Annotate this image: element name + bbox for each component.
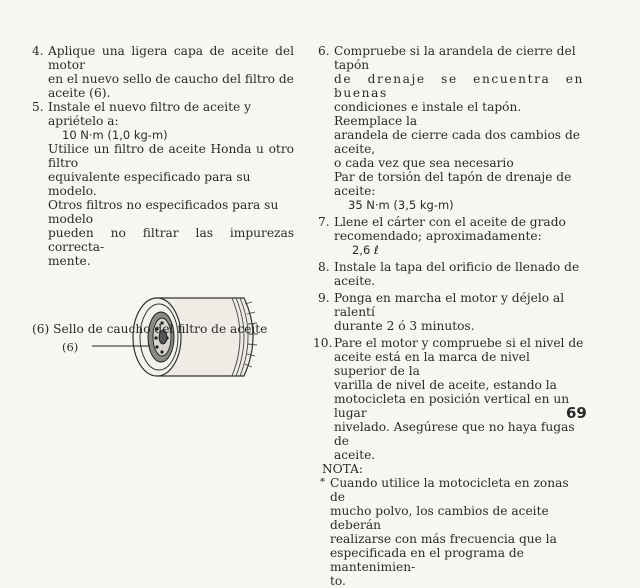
torque-spec: 35 N·m (3,5 kg-m) — [348, 198, 454, 212]
left-column — [32, 44, 294, 416]
step-text-line: de drenaje se encuentra en buenas — [334, 72, 584, 100]
step-number: 10. — [313, 336, 333, 350]
step-text-line: condiciones e instale el tapón. Reemplace la — [334, 100, 522, 128]
step-9 — [318, 291, 584, 333]
step-8 — [318, 260, 584, 288]
step-4 — [32, 44, 294, 100]
asterisk-icon: * — [320, 477, 325, 488]
step-text-line: Aplique una ligera capa de aceite del motor — [48, 44, 294, 72]
oil-filter-figure — [32, 276, 294, 416]
step-text-line: arandela de cierre cada dos cambios de aceite, — [334, 128, 580, 156]
step-text-line: Llene el cárter con el aceite de grado — [334, 215, 566, 229]
step-text-line: aceite. — [334, 448, 376, 462]
note-text-line: mucho polvo, los cambios de aceite deberán — [330, 504, 549, 532]
step-text-line: Pare el motor y compruebe si el nivel de — [334, 336, 584, 350]
step-5 — [32, 100, 294, 268]
note-text-line: to. — [330, 574, 346, 588]
step-text-line: varilla de nivel de aceite, estando la — [334, 378, 557, 392]
step-text-line: Utilice un filtro de aceite Honda u otro filtro — [48, 142, 294, 170]
step-text-line: Instale el nuevo filtro de aceite y apriételo a: — [48, 100, 251, 128]
step-number: 9. — [318, 291, 330, 305]
step-text-line: pueden no filtrar las impurezas correcta- — [48, 226, 294, 254]
step-text-line: aceite (6). — [48, 86, 111, 100]
step-text-line: aceite está en la marca de nivel superior de la — [334, 350, 530, 378]
figure-caption: (6) Sello de caucho del filtro de aceite — [32, 322, 268, 336]
step-number: 7. — [318, 215, 330, 229]
step-text-line: Ponga en marcha el motor y déjelo al ralentí — [334, 291, 565, 319]
torque-spec: 10 N·m (1,0 kg-m) — [62, 128, 168, 142]
step-10 — [313, 336, 584, 462]
step-text-line: motocicleta en posición vertical en un lugar — [334, 392, 570, 420]
step-number: 6. — [318, 44, 330, 58]
note-item — [318, 476, 584, 588]
oil-capacity-spec: 2,6 ℓ — [352, 243, 379, 257]
step-text-line: recomendado; aproximadamente: — [334, 229, 542, 243]
step-text-line: en el nuevo sello de caucho del filtro de — [48, 72, 294, 86]
step-number: 5. — [32, 100, 44, 114]
step-text-line: Compruebe si la arandela de cierre del tapón — [334, 44, 576, 72]
right-column — [313, 44, 584, 588]
step-text-line: aceite. — [334, 274, 376, 288]
note-title: NOTA: — [322, 462, 364, 476]
step-text-line: Instale la tapa del orificio de llenado de — [334, 260, 580, 274]
callout-label-6: (6) — [62, 340, 79, 354]
step-text-line: nivelado. Asegúrese que no haya fugas de — [334, 420, 575, 448]
step-text-line: Otros filtros no especificados para su modelo — [48, 198, 279, 226]
note-text-line: Cuando utilice la motocicleta en zonas de — [330, 476, 569, 504]
note-text-line: especificada en el programa de mantenimien- — [330, 546, 524, 574]
step-text-line: o cada vez que sea necesario — [334, 156, 514, 170]
step-text-line: mente. — [48, 254, 91, 268]
oil-filter-illustration — [62, 276, 282, 406]
step-7 — [318, 215, 584, 257]
step-6 — [318, 44, 584, 212]
step-text-line: durante 2 ó 3 minutos. — [334, 319, 475, 333]
step-number: 4. — [32, 44, 44, 58]
step-number: 8. — [318, 260, 330, 274]
torque-label: Par de torsión del tapón de drenaje de aceite: — [334, 170, 572, 198]
note-text-line: realizarse con más frecuencia que la — [330, 532, 557, 546]
step-text-line: equivalente especificado para su modelo. — [48, 170, 251, 198]
page-number: 69 — [566, 404, 587, 422]
